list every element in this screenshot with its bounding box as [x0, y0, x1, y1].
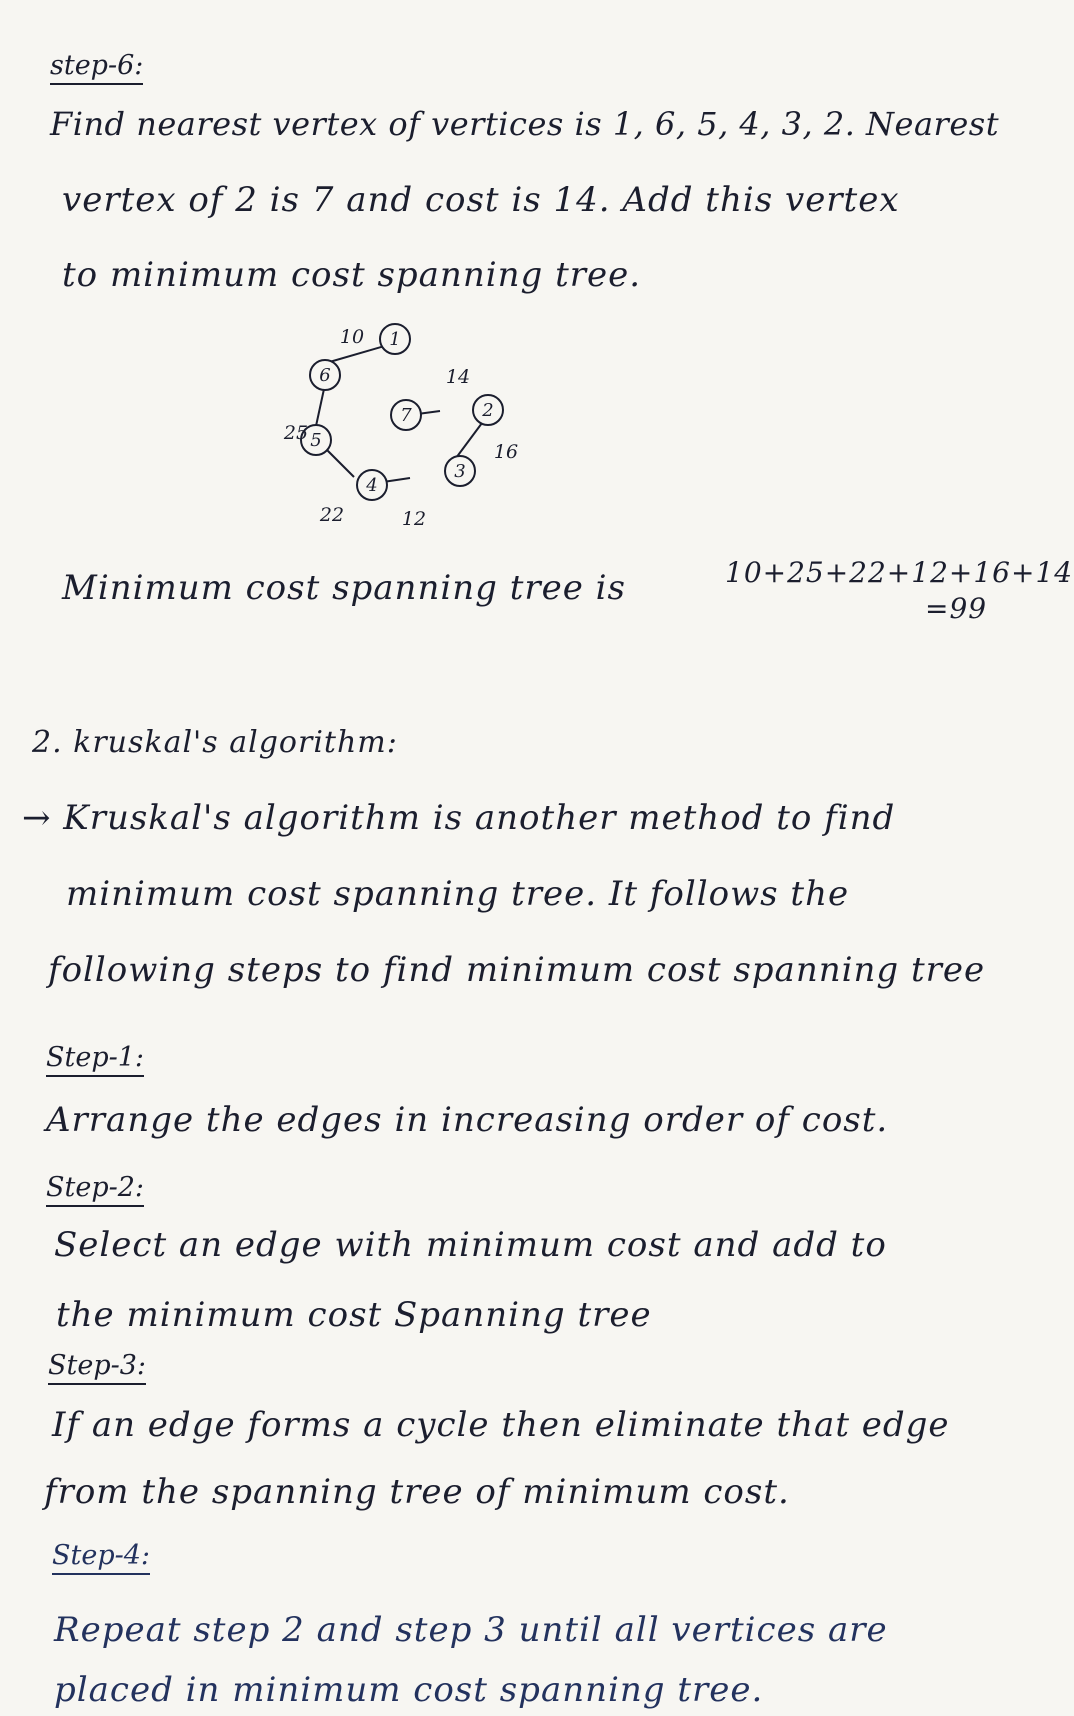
- step6-heading: step-6:: [50, 50, 143, 85]
- step6-line1: Find nearest vertex of vertices is 1, 6, 5, 4, 3, 2. Nearest: [50, 105, 1000, 143]
- result-total: =99: [925, 592, 988, 625]
- step6-line2: vertex of 2 is 7 and cost is 14. Add this vertex: [62, 180, 900, 220]
- edge-2-3: [456, 423, 482, 458]
- edge-5-4: [327, 450, 354, 477]
- result-sum: 10+25+22+12+16+14: [725, 556, 1074, 589]
- node-label-6: 6: [319, 365, 331, 386]
- result-label: Minimum cost spanning tree is: [62, 568, 626, 608]
- step3-heading: Step-3:: [48, 1350, 146, 1385]
- spanning-tree-diagram: [270, 315, 530, 535]
- node-label-1: 1: [389, 329, 401, 350]
- node-label-7: 7: [400, 405, 412, 426]
- step2-heading: Step-2:: [46, 1172, 144, 1207]
- step1-text: Arrange the edges in increasing order of cost.: [46, 1100, 889, 1140]
- edge-weight-1-6: 10: [339, 326, 365, 348]
- edge-weight-7-2: 14: [445, 366, 471, 388]
- kruskal-title: 2. kruskal's algorithm:: [32, 725, 398, 760]
- kruskal-intro-2: minimum cost spanning tree. It follows the: [66, 874, 850, 914]
- step6-line3: to minimum cost spanning tree.: [62, 255, 642, 295]
- step3-text-2: from the spanning tree of minimum cost.: [44, 1472, 790, 1512]
- edge-weight-2-3: 16: [493, 441, 519, 463]
- kruskal-intro-1: → Kruskal's algorithm is another method to find: [22, 798, 896, 838]
- step1-heading: Step-1:: [46, 1042, 144, 1077]
- step2-text-2: the minimum cost Spanning tree: [56, 1295, 652, 1335]
- node-label-3: 3: [454, 461, 466, 482]
- node-label-5: 5: [310, 430, 322, 451]
- edge-weight-4-3: 12: [401, 508, 427, 530]
- step2-text-1: Select an edge with minimum cost and add to: [54, 1225, 887, 1265]
- node-label-2: 2: [482, 400, 494, 421]
- edge-weight-6-5: 25: [283, 422, 309, 444]
- step4-text-1: Repeat step 2 and step 3 until all vertices are: [54, 1610, 888, 1650]
- edge-weight-5-4: 22: [319, 504, 345, 526]
- edge-6-5: [316, 389, 324, 426]
- node-label-4: 4: [366, 475, 378, 496]
- step4-text-2: placed in minimum cost spanning tree.: [54, 1670, 764, 1710]
- step4-heading: Step-4:: [52, 1540, 150, 1575]
- step3-text-1: If an edge forms a cycle then eliminate that edge: [52, 1405, 950, 1445]
- kruskal-intro-3: following steps to find minimum cost spanning tree: [48, 950, 986, 990]
